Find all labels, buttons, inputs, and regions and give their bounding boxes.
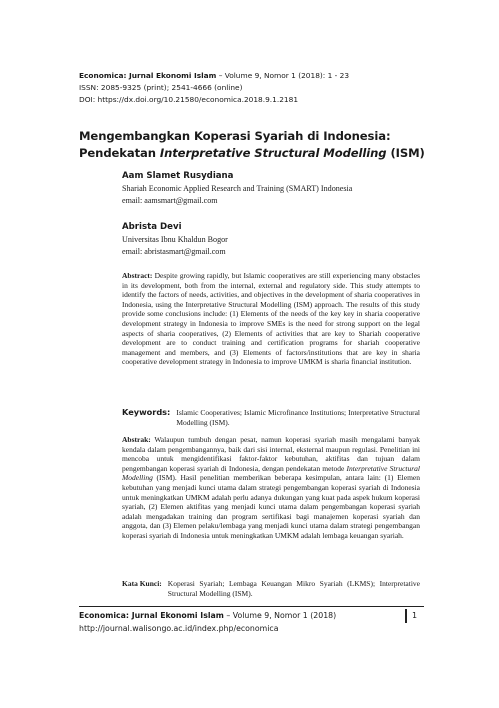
abstrak-text-a: Walaupun tumbuh dengan pesat, namun koperasi syariah masih mengalami banyak kendala dalam pengembangannya, baik dari sisi internal, eksternal maupun regulasi. Penelitian ini mencoba untuk mengidentifikasi faktor-faktor kebutuhan, aktifitas dan tujuan dalam pengembangan koperasi syariah di Indonesia, dengan pendekatan metode (122, 435, 420, 473)
footer-url[interactable]: http://journal.walisongo.ac.id/index.php/economica (79, 624, 279, 633)
abstrak-text-italic: Interpretative Structural Modelling (122, 463, 420, 483)
author-block (122, 221, 452, 258)
abstract-english (122, 271, 420, 367)
keywords-indonesian (122, 579, 420, 598)
footer-citation (79, 609, 424, 622)
abstrak-text-b: (ISM). Hasil penelitian memberikan beberapa kesimpulan, antara lain: (1) Elemen kebutuhan yang menjadi kunci utama dalam strategi pengembangan koperasi syariah di Indonesia untuk meningkatkan UMKM adalah perlu adanya dukungan yang kuat pada aspek hukum koperasi syariah, (2) Elemen aktifitas yang menjadi kunci utama dalam pengembangan koperasi syariah adalah mengadakan training dan program sertifikasi bagi manajemen koperasi syariah dan anggota, dan (3) Elemen pelaku/lembaga yang menjadi kunci utama dalam strategi pengembangan koperasi syariah di Indonesia untuk meningkatkan UMKM adalah lembaga keuangan syariah. (122, 473, 420, 540)
keywords-text: Islamic Cooperatives; Islamic Microfinance Institutions; Interpretative Structural Modelling (ISM). (176, 408, 420, 427)
author-block (122, 170, 452, 207)
author-affiliation: Shariah Economic Applied Research and Training (SMART) Indonesia (122, 184, 353, 193)
journal-header (79, 70, 449, 107)
volume-info: – Volume 9, Nomor 1 (2018): 1 - 23 (216, 71, 350, 80)
title-prefix: Pendekatan (79, 146, 160, 160)
title-italic: Interpretative Structural Modelling (159, 146, 387, 160)
journal-name: Economica: Jurnal Ekonomi Islam (79, 71, 217, 80)
abstrak-label: Abstrak: (122, 435, 151, 444)
author-affiliation: Universitas Ibnu Khaldun Bogor (122, 235, 228, 244)
page-footer (79, 609, 424, 635)
author-name: Abrista Devi (122, 222, 182, 232)
abstract-indonesian (122, 435, 420, 541)
footer-divider (79, 606, 424, 607)
page-number: 1 (405, 609, 417, 623)
title-suffix: (ISM) (386, 146, 425, 160)
citation-line (79, 70, 449, 82)
title-line-2 (79, 145, 459, 162)
author-name: Aam Slamet Rusydiana (122, 171, 234, 181)
article-title (79, 128, 459, 162)
doi-link[interactable]: DOI: https://dx.doi.org/10.21580/economica.2018.9.1.2181 (79, 95, 299, 105)
abstract-label: Abstract: (122, 271, 153, 280)
keywords-english (122, 408, 420, 427)
kata-kunci-label: Kata Kunci: (122, 579, 162, 588)
title-line-1: Mengembangkan Koperasi Syariah di Indonesia: (79, 129, 391, 143)
issn-line: ISSN: 2085-9325 (print); 2541-4666 (online) (79, 83, 243, 93)
author-email[interactable]: email: abristasmart@gmail.com (122, 247, 226, 256)
keywords-label: Keywords: (122, 407, 171, 417)
footer-volume: – Volume 9, Nomor 1 (2018) (223, 611, 337, 620)
kata-kunci-text: Koperasi Syariah; Lembaga Keuangan Mikro Syariah (LKMS); Interpretative Structural Modelling (ISM). (167, 579, 420, 598)
footer-journal-name: Economica: Jurnal Ekonomi Islam (79, 611, 224, 620)
author-email[interactable]: email: aamsmart@gmail.com (122, 196, 218, 205)
abstract-text: Despite growing rapidly, but Islamic cooperatives are still experiencing many obstacles in its development, both from the internal, external and regulatory side. This study attempts to identify the factors of needs, activities, and objectives in the development of sharia cooperatives in Indonesia, using the Interpretative Structural Modelling (ISM) approach. The results of this study provide some conclusions include: (1) Elements of the needs of the key key in sharia cooperative development strategy in Indonesia to improve SMEs is the need for strong support on the legal aspects of sharia cooperatives, (2) Elements of activities that are key to Shariah cooperative development are to conduct training and certification programs for shariah cooperative management and members, and (3) Elements of factors/institutions that are key in sharia cooperative development strategy in Indonesia to improve UMKM is sharia financial institution. (122, 271, 420, 367)
